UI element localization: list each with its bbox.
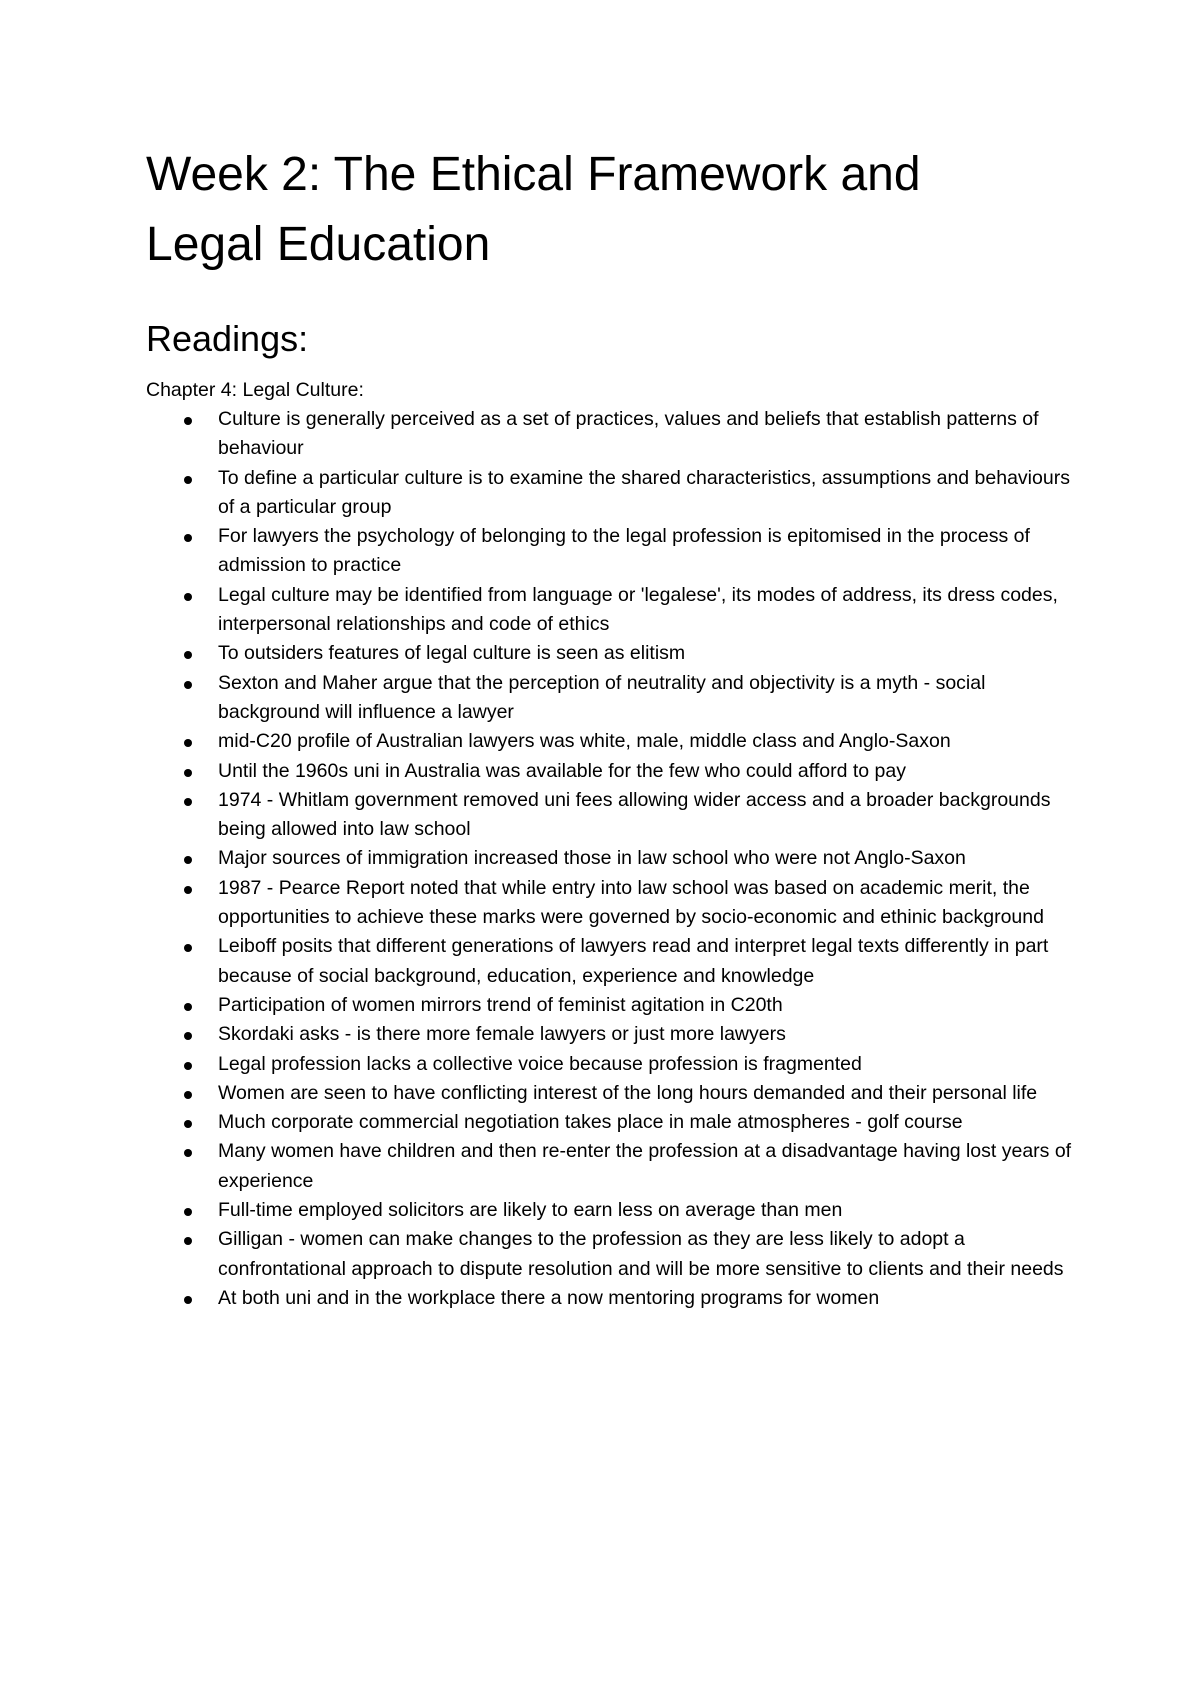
list-item bbox=[218, 1108, 1076, 1137]
list-item bbox=[218, 639, 1076, 668]
bullet-dot-icon bbox=[184, 1237, 192, 1245]
list-item-text: Many women have children and then re-enter the profession at a disadvantage having lost years of experience bbox=[218, 1140, 1072, 1192]
bullet-dot-icon bbox=[184, 739, 192, 747]
list-item-text: Participation of women mirrors trend of feminist agitation in C20th bbox=[218, 993, 783, 1016]
bullet-dot-icon bbox=[184, 944, 192, 952]
list-item-text: Skordaki asks - is there more female lawyers or just more lawyers bbox=[218, 1023, 786, 1046]
list-item bbox=[218, 405, 1076, 464]
list-item-text: At both uni and in the workplace there a now mentoring programs for women bbox=[218, 1286, 880, 1309]
list-item-text: 1987 - Pearce Report noted that while entry into law school was based on academic merit, the opportunities to achieve these marks were governed by socio-economic and ethinic background bbox=[218, 876, 1044, 929]
list-item-text: Culture is generally perceived as a set of practices, values and beliefs that establish patterns of behaviour bbox=[218, 408, 1039, 460]
bullet-dot-icon bbox=[184, 534, 192, 542]
list-item bbox=[218, 1050, 1076, 1079]
list-item bbox=[218, 522, 1076, 581]
list-item-text: 1974 - Whitlam government removed uni fees allowing wider access and a broader backgrounds being allowed into law school bbox=[218, 788, 1051, 841]
bullet-dot-icon bbox=[184, 1208, 192, 1216]
list-item bbox=[218, 932, 1076, 991]
list-item bbox=[218, 991, 1076, 1020]
list-item bbox=[218, 874, 1076, 933]
document-page bbox=[146, 140, 1076, 1313]
list-item-text: To define a particular culture is to examine the shared characteristics, assumptions and behaviours of a particular group bbox=[218, 466, 1070, 518]
bullet-dot-icon bbox=[184, 1149, 192, 1157]
bullet-dot-icon bbox=[184, 798, 192, 806]
list-item bbox=[218, 1196, 1076, 1225]
bullet-list bbox=[146, 405, 1076, 1313]
bullet-dot-icon bbox=[184, 1296, 192, 1304]
bullet-dot-icon bbox=[184, 681, 192, 689]
list-item-text: Gilligan - women can make changes to the profession as they are less likely to adopt a confrontational approach to dispute resolution and will be more sensitive to clients and their needs bbox=[218, 1228, 1064, 1280]
list-item-text: mid-C20 profile of Australian lawyers was white, male, middle class and Anglo-Saxon bbox=[218, 730, 951, 753]
list-item-text: For lawyers the psychology of belonging to the legal profession is epitomised in the process of admission to practice bbox=[218, 525, 1030, 577]
page-title-line-2: Legal Education bbox=[146, 218, 491, 271]
list-item bbox=[218, 844, 1076, 873]
bullet-dot-icon bbox=[184, 1062, 192, 1070]
bullet-dot-icon bbox=[184, 476, 192, 484]
list-item bbox=[218, 1284, 1076, 1313]
list-item-text: Sexton and Maher argue that the perception of neutrality and objectivity is a myth - social background will influence a lawyer bbox=[218, 671, 986, 723]
bullet-dot-icon bbox=[184, 1003, 192, 1011]
section-heading-readings: Readings: bbox=[146, 318, 309, 359]
bullet-dot-icon bbox=[184, 593, 192, 601]
page-title-line-1: Week 2: The Ethical Framework and bbox=[146, 148, 921, 201]
list-item bbox=[218, 727, 1076, 756]
list-item-text: Legal profession lacks a collective voice because profession is fragmented bbox=[218, 1052, 862, 1075]
list-item bbox=[218, 1137, 1076, 1196]
bullet-dot-icon bbox=[184, 1091, 192, 1099]
chapter-label: Chapter 4: Legal Culture: bbox=[146, 379, 364, 401]
list-item bbox=[218, 464, 1076, 523]
bullet-dot-icon bbox=[184, 886, 192, 894]
list-item bbox=[218, 581, 1076, 640]
list-item-text: Leiboff posits that different generations of lawyers read and interpret legal texts differently in part because of social background, education, experience and knowledge bbox=[218, 935, 1049, 987]
bullet-dot-icon bbox=[184, 856, 192, 864]
list-item-text: Much corporate commercial negotiation takes place in male atmospheres - golf course bbox=[218, 1111, 963, 1134]
list-item bbox=[218, 757, 1076, 786]
list-item-text: Full-time employed solicitors are likely to earn less on average than men bbox=[218, 1199, 843, 1222]
list-item bbox=[218, 786, 1076, 845]
list-item-text: Until the 1960s uni in Australia was available for the few who could afford to pay bbox=[218, 759, 906, 782]
list-item-text: Women are seen to have conflicting interest of the long hours demanded and their personal life bbox=[218, 1081, 1038, 1104]
bullet-dot-icon bbox=[184, 1032, 192, 1040]
list-item bbox=[218, 1225, 1076, 1284]
list-item bbox=[218, 1020, 1076, 1049]
bullet-dot-icon bbox=[184, 417, 192, 425]
bullet-dot-icon bbox=[184, 651, 192, 659]
bullet-dot-icon bbox=[184, 769, 192, 777]
list-item-text: Legal culture may be identified from language or 'legalese', its modes of address, its dress codes, interpersonal relationships and code of ethics bbox=[218, 583, 1058, 636]
page-title bbox=[146, 140, 1076, 280]
list-item bbox=[218, 1079, 1076, 1108]
bullet-dot-icon bbox=[184, 1120, 192, 1128]
list-item bbox=[218, 669, 1076, 728]
list-item-text: To outsiders features of legal culture is seen as elitism bbox=[218, 642, 686, 665]
list-item-text: Major sources of immigration increased those in law school who were not Anglo-Saxon bbox=[218, 847, 966, 870]
